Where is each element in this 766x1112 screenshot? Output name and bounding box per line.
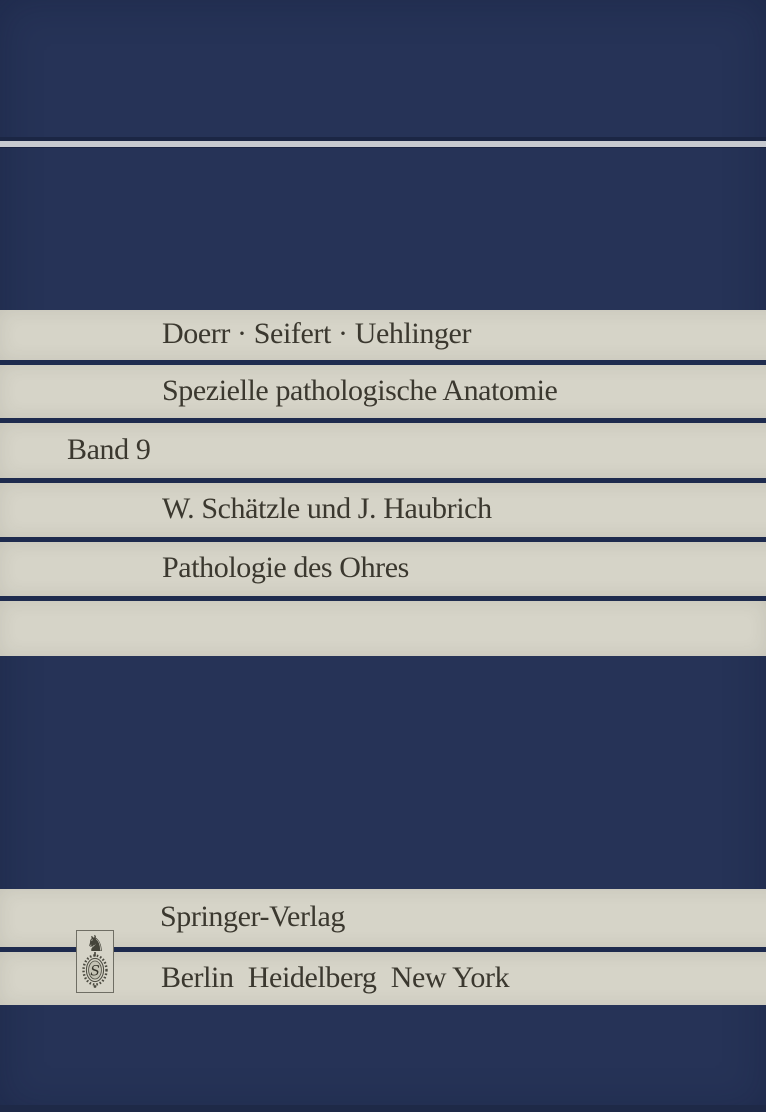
book-title-band — [0, 542, 766, 596]
series-authors-band — [0, 310, 766, 360]
publisher-band — [0, 889, 766, 947]
bottom-edge-shadow — [0, 1105, 766, 1112]
series-title-band — [0, 365, 766, 418]
empty-band — [0, 601, 766, 656]
volume-label: Band 9 — [67, 432, 151, 466]
series-authors: Doerr · Seifert · Uehlinger — [162, 317, 472, 350]
volume-band — [0, 423, 766, 478]
book-authors-band — [0, 483, 766, 537]
series-title: Spezielle pathologische Anatomie — [162, 373, 558, 407]
logo-letter: S — [90, 963, 100, 980]
publisher-cities-band — [0, 952, 766, 1005]
book-authors: W. Schätzle und J. Haubrich — [162, 492, 492, 525]
publisher-name: Springer-Verlag — [160, 900, 346, 933]
top-rule — [0, 141, 766, 147]
springer-knight-emblem-icon — [76, 930, 114, 993]
book-title: Pathologie des Ohres — [162, 551, 409, 584]
knight-icon: ♞ — [85, 932, 106, 957]
publisher-cities: Berlin Heidelberg New York — [161, 960, 510, 994]
